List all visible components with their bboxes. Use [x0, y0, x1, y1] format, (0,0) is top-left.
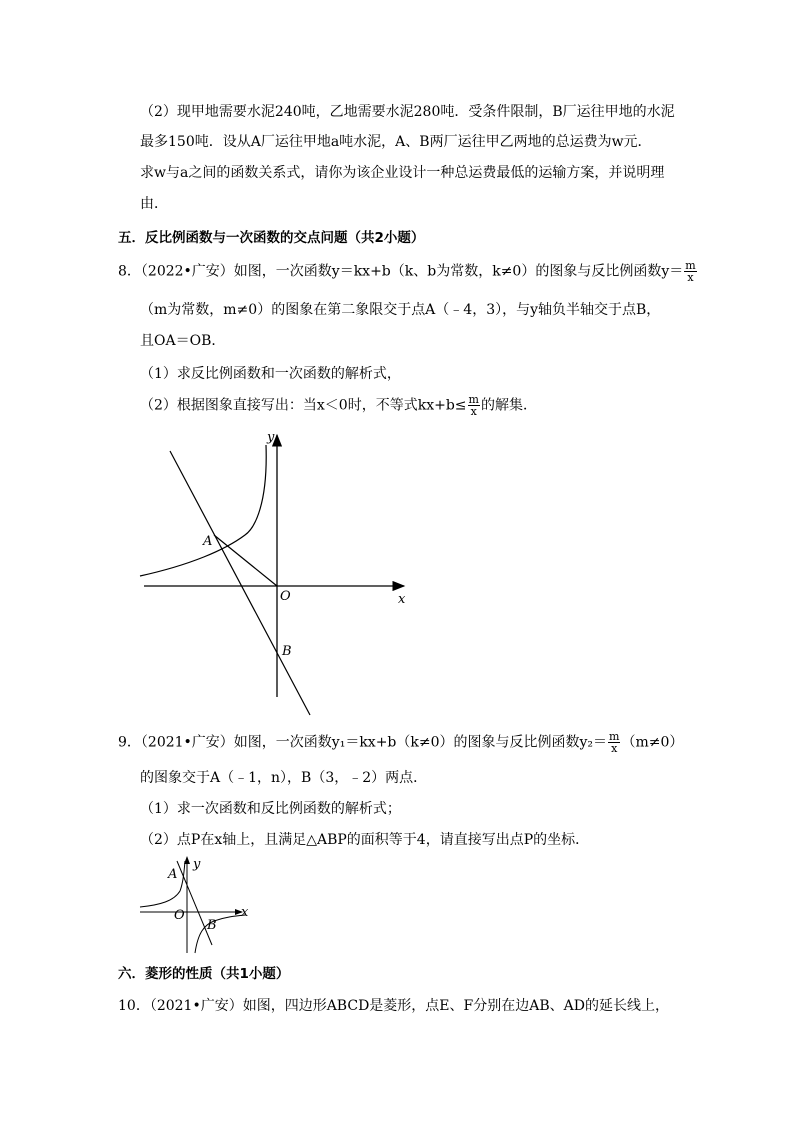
- q8-label-A: A: [203, 534, 213, 549]
- q9-sub-1: （1）求一次函数和反比例函数的解析式；: [140, 801, 401, 817]
- q8-sub-1: （1）求反比例函数和一次函数的解析式，: [140, 366, 401, 382]
- p7-line-3: 求w与a之间的函数关系式，请你为该企业设计一种总运费最低的运输方案，并说明理: [140, 165, 665, 181]
- q8-line-3: 且OA＝OB．: [140, 333, 226, 349]
- q8-sub-2: [140, 394, 537, 417]
- p7-line-4: 由．: [140, 196, 168, 212]
- section-heading-5: 五．反比例函数与一次函数的交点问题（共2小题）: [118, 230, 425, 246]
- q8-hyperbola: [140, 445, 266, 576]
- q8-sub-2-text-a: （2）根据图象直接写出：当x＜0时，不等式kx+b≤: [140, 397, 467, 414]
- q8-sub-2-frac-den: x: [470, 405, 477, 418]
- q9-label-y: y: [193, 857, 201, 872]
- q9-sub-2: （2）点P在x轴上，且满足△ABP的面积等于4，请直接写出点P的坐标．: [140, 832, 590, 848]
- q8-label-B: B: [282, 644, 292, 659]
- q9-fraction-m-over-x: [608, 731, 620, 754]
- q9-label-B: B: [207, 918, 217, 933]
- q8-linear-function: [170, 451, 310, 715]
- p7-line-2: 最多150吨．设从A厂运往甲地a吨水泥，A、B两厂运往甲乙两地的总运费为w元．: [140, 134, 652, 150]
- q8-label-x: x: [398, 592, 406, 607]
- q8-text-a: 8．（2022•广安）如图，一次函数y＝kx+b（k、b为常数，k≠0）的图象与反比例函数y＝: [118, 263, 684, 280]
- q8-line-2: （m为常数，m≠0）的图象在第二象限交于点A（﹣4，3），与y轴负半轴交于点B，: [140, 302, 661, 318]
- q9-label-A: A: [168, 867, 178, 882]
- q9-line-2: 的图象交于A（﹣1，n），B（3，﹣2）两点．: [140, 770, 428, 786]
- q8-label-O: O: [280, 589, 291, 604]
- q8-label-y: y: [267, 430, 275, 445]
- q9-figure: [130, 853, 260, 958]
- q9-text-b: （m≠0）: [621, 734, 684, 751]
- q9-hyperbola-right: [195, 915, 245, 953]
- q9-frac-num: m: [609, 730, 620, 743]
- q8-frac-num: m: [685, 259, 696, 272]
- q8-fraction-m-over-x: [684, 260, 696, 283]
- q10-line-1: 10．（2021•广安）如图，四边形ABCD是菱形，点E、F分别在边AB、AD的延长线上，: [118, 998, 669, 1014]
- q8-sub-2-frac-num: m: [468, 393, 479, 406]
- q9-hyperbola-left: [140, 861, 185, 907]
- q8-segment-OA: [214, 535, 277, 586]
- q9-label-O: O: [174, 908, 185, 923]
- q8-line-1: [118, 260, 698, 283]
- q9-line-1: [118, 731, 683, 754]
- section-heading-6: 六．菱形的性质（共1小题）: [118, 966, 290, 982]
- q9-label-x: x: [241, 905, 249, 920]
- q8-frac-den: x: [687, 271, 694, 284]
- q8-sub-2-text-b: 的解集．: [480, 397, 537, 414]
- p7-line-1: （2）现甲地需要水泥240吨，乙地需要水泥280吨．受条件限制，B厂运往甲地的水泥: [140, 104, 675, 120]
- q8-sub-2-fraction: [468, 394, 480, 417]
- q9-frac-den: x: [611, 742, 618, 755]
- q8-figure: [130, 425, 420, 725]
- q9-text-a: 9．（2021•广安）如图，一次函数y₁＝kx+b（k≠0）的图象与反比例函数y₂＝: [118, 734, 608, 751]
